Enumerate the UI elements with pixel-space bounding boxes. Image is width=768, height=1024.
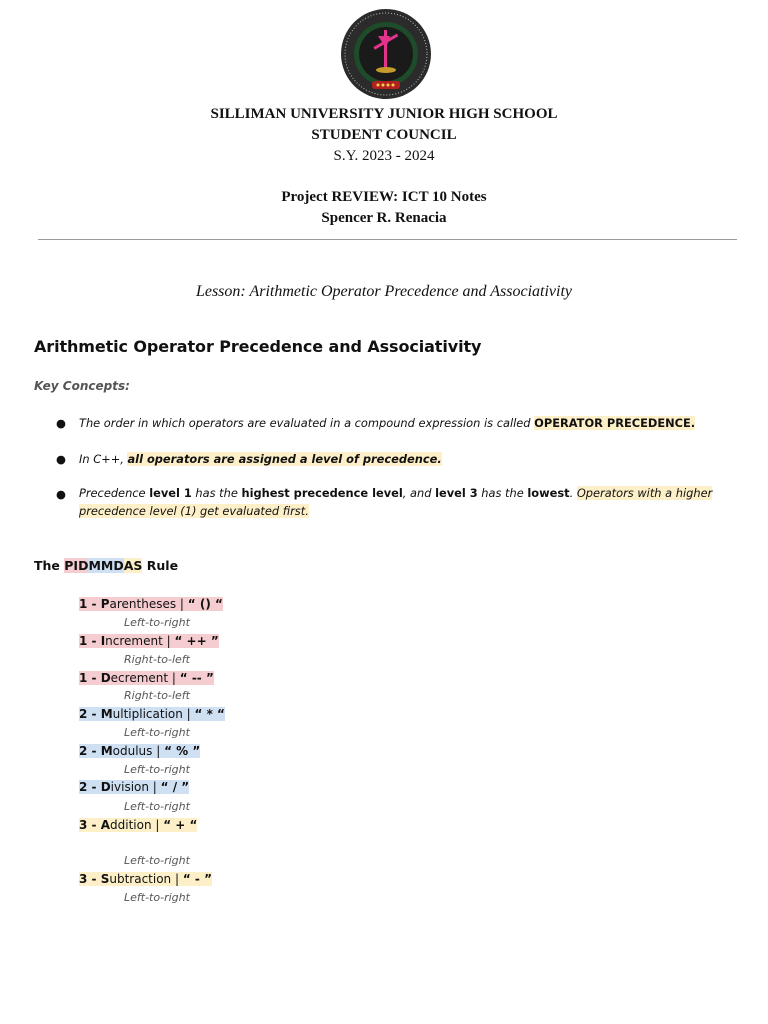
bullet-item-precedence-levels — [79, 485, 739, 520]
school-year: S.Y. 2023 - 2024 — [333, 148, 435, 164]
horizontal-divider — [38, 239, 737, 240]
operator-subtraction: 3 - Subtraction | “ - ” — [79, 872, 212, 886]
bullet-text: . — [569, 486, 577, 500]
bullet-bold: lowest — [527, 486, 570, 500]
rule-text: The — [34, 558, 65, 573]
bullet-item-operator-precedence — [79, 415, 739, 433]
bullet-text: has the — [191, 486, 242, 500]
bullet-highlight: OPERATOR PRECEDENCE. — [534, 416, 696, 430]
pidmmdas-heading — [34, 558, 178, 573]
operator-parentheses: 1 - Parentheses | “ () “ — [79, 597, 223, 611]
student-council-seal-logo — [340, 8, 432, 100]
section-heading: Arithmetic Operator Precedence and Associativity — [34, 337, 482, 356]
rule-text: Rule — [142, 558, 179, 573]
lesson-title: Lesson: Arithmetic Operator Precedence and Associativity — [195, 283, 573, 300]
associativity-label: Left-to-right — [124, 763, 190, 776]
rule-mmd: MMD — [88, 558, 124, 573]
bullet-highlight: all operators are assigned a level of precedence. — [127, 452, 442, 466]
associativity-label: Right-to-left — [124, 689, 190, 702]
associativity-label: Left-to-right — [124, 891, 190, 904]
bullet-text: , and — [402, 486, 436, 500]
associativity-label: Left-to-right — [124, 726, 190, 739]
bullet-text: has the — [477, 486, 528, 500]
associativity-label: Left-to-right — [124, 800, 190, 813]
author-name: Spencer R. Renacia — [321, 210, 447, 226]
school-name: SILLIMAN UNIVERSITY JUNIOR HIGH SCHOOL — [210, 106, 558, 122]
bullet-item-levels — [79, 451, 739, 469]
associativity-label: Right-to-left — [124, 653, 190, 666]
bullet-icon: ● — [56, 452, 66, 466]
bullet-icon: ● — [56, 487, 66, 501]
bullet-text: The order in which operators are evaluated in a compound expression is called — [79, 416, 535, 430]
rule-pid: PID — [64, 558, 89, 573]
operator-increment: 1 - Increment | “ ++ ” — [79, 634, 219, 648]
bullet-bold: highest precedence level — [241, 486, 403, 500]
operator-decrement: 1 - Decrement | “ -- ” — [79, 671, 214, 685]
council-name: STUDENT COUNCIL — [311, 127, 457, 143]
operator-multiplication: 2 - Multiplication | “ * “ — [79, 707, 225, 721]
bullet-text: In C++, — [79, 452, 128, 466]
rule-as: AS — [123, 558, 143, 573]
operator-division: 2 - Division | “ / ” — [79, 780, 190, 794]
project-title: Project REVIEW: ICT 10 Notes — [281, 189, 487, 205]
bullet-text: Precedence — [79, 486, 150, 500]
associativity-label: Left-to-right — [124, 616, 190, 629]
bullet-highlight: Operators with a higher precedence level (1) get evaluated first. — [79, 486, 713, 518]
operator-modulus: 2 - Modulus | “ % ” — [79, 744, 201, 758]
operator-addition: 3 - Addition | “ + “ — [79, 818, 198, 832]
bullet-bold: level 3 — [435, 486, 478, 500]
bullet-icon: ● — [56, 416, 66, 430]
associativity-label: Left-to-right — [124, 854, 190, 867]
bullet-bold: level 1 — [149, 486, 192, 500]
key-concepts-label: Key Concepts: — [34, 379, 130, 393]
